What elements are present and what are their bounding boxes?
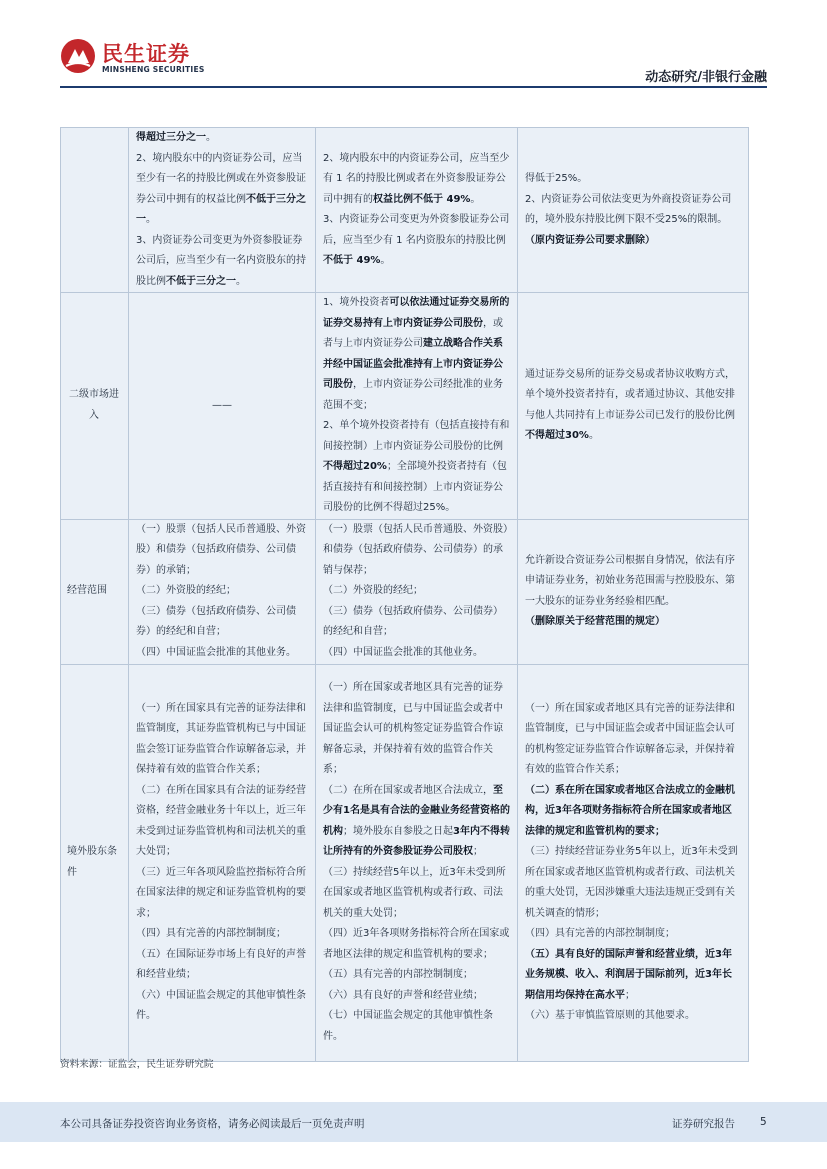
bold-text-segment: 权益比例不低于 49% (373, 193, 471, 205)
bold-text-segment: 不低于 49% (323, 255, 381, 266)
text-segment: ，上市内资证券公司经批准的业务范围不变； 2、单个境外投资者持有（包括直接持有和间接控制）上市内资证券公司股份的比例 (323, 379, 510, 452)
text-segment: ； （六）基于审慎监管原则的其他要求。 (525, 989, 695, 1021)
table-cell-col4 (518, 128, 749, 293)
text-segment: ，或者与上市内资证券公司 (323, 317, 503, 349)
text-segment: 。 (380, 255, 391, 266)
page-footer (0, 1102, 827, 1142)
text-segment: （一）所在国家具有完善的证券法律和监管制度，其证券监管机构已与中国证监会签订证券监管合作谅解备忘录，并保持着有效的监管合作关系； （二）在所在国家具有合法的证券经营资格，经营金融业务十年以上，近三年未受到过证券监管机构和司法机关的重大处罚； （三）近三年各项风险监控指标符合所在国家法律的规定和证券监管机构的要求； （四）具有完善的内部控制制度； （五）在国际证券市场上有良好的声誉和经营业绩； （六）中国证监会规定的其他审慎性条件。 (136, 702, 306, 1021)
bold-text-segment: 3年内不得转让所持有的外资参股证券公司股权 (323, 825, 510, 857)
table-cell-col4 (518, 293, 749, 520)
report-type: 动态研究/非银行金融 (645, 70, 767, 85)
bold-text-segment: （删除原关于经营范围的规定） (525, 616, 665, 627)
table-cell-col3 (316, 293, 518, 520)
text-segment: 通过证券交易所的证券交易或者协议收购方式，单个境外投资者持有，或者通过协议、其他安排与他人共同持有上市证券公司已发行的股份比例 (525, 368, 735, 421)
text-segment: 。 (236, 275, 246, 287)
footer-disclaimer: 本公司具备证券投资咨询业务资格，请务必阅读最后一页免责声明 (60, 1118, 365, 1130)
text-segment: 允许新设合资证券公司根据自身情况，依法有序申请证券业务，初始业务范围需与控股股东、第一大股东的证券业务经验相匹配。 (525, 554, 735, 607)
bold-text-segment: 至少有1名是具有合法的金融业务经营资格的机构 (323, 784, 510, 837)
table-cell-col3 (316, 664, 518, 1061)
text-segment: 1、境外投资者 (323, 297, 390, 308)
table-row (61, 293, 749, 520)
text-segment: 。 2、境内股东中的内资证券公司，应当至少有一名的持股比例或在外资参股证券公司中拥有的权益比例 (136, 132, 306, 205)
category-cell (61, 293, 129, 520)
bold-text-segment: 得超过三分之一 (136, 132, 206, 143)
category-label: 经营范围 (67, 585, 107, 597)
text-segment: （三）持续经营证券业务5年以上，近3年未受到所在国家或者地区监管机构或者行政、司法机关的重大处罚，无因涉嫌重大违法违规正受到有关机关调查的情形； （四）具有完善的内部控制制度； (525, 846, 738, 939)
text-segment: （一）所在国家或者地区具有完善的证券法律和监管制度，已与中国证监会或者中国证监会认可的机构签定证券监管合作谅解备忘录，并保持着有效的监管合作关系； （二）在所在国家或者地区合法成立， (323, 682, 503, 796)
text-segment: ；全部境外投资者持有（包括直接持有和间接控制）上市内资证券公司股份的比例不得超过25%。 (323, 461, 507, 513)
bold-text-segment: 可以依法通过证券交易所的证券交易持有上市内资证券公司股份 (323, 297, 510, 329)
category-label: 二级市场进入 (69, 389, 119, 421)
bold-text-segment: 不低于三分之一 (136, 193, 306, 225)
table-cell-col3 (316, 519, 518, 664)
text-segment: 得低于25%。 2、内资证券公司依法变更为外商投资证券公司的，境外股东持股比例下限不受25%的限制。 (525, 173, 732, 225)
text-segment: 。 3、内资证券公司变更为外资参股证券公司后，应当至少有 1 名内资股东的持股比例 (323, 193, 510, 246)
text-segment: ； （三）持续经营5年以上，近3年未受到所在国家或者地区监管机构或者行政、司法机关的重大处罚； （四）近3年各项财务指标符合所在国家或者地区法律的规定和监管机构的要求； （五）具有完善的内部控制制度； （六）具有良好的声誉和经营业绩； （七）中国证监会规定的其他审慎性条件。 (323, 846, 510, 1042)
logo-chinese-name: 民生证券 (102, 42, 190, 66)
category-cell (61, 664, 129, 1061)
bold-text-segment: （二）系在所在国家或者地区合法成立的金融机构，近3年各项财务指标符合所在国家或者地区法律的规定和监管机构的要求； (525, 784, 735, 837)
category-cell (61, 519, 129, 664)
text-segment: （一）所在国家或者地区具有完善的证券法律和监管制度，已与中国证监会或者中国证监会认可的机构签定证券监管合作谅解备忘录，并保持着有效的监管合作关系； (525, 702, 735, 775)
table-cell-col2 (129, 664, 316, 1061)
table-row (61, 128, 749, 293)
logo (60, 38, 230, 78)
text-segment: （一）股票（包括人民币普通股、外资股）和债券（包括政府债券、公司债券）的承销； （二）外资股的经纪； （三）债券（包括政府债券、公司债券）的经纪和自营； （四）中国证监会批准的其他业务。 (136, 523, 306, 658)
logo-english-name: MINSHENG SECURITIES (102, 65, 205, 74)
bold-text-segment: （五）具有良好的国际声誉和经营业绩，近3年业务规模、收入、利润居于国际前列，近3年长期信用均保持在高水平 (525, 948, 732, 1001)
header-divider (60, 86, 767, 88)
table-cell-col2 (129, 293, 316, 520)
table-row (61, 519, 749, 664)
minsheng-logo-icon (60, 38, 96, 74)
category-cell (61, 128, 129, 293)
table-row (61, 664, 749, 1061)
bold-text-segment: 建立战略合作关系并经中国证监会批准持有上市内资证券公司股份 (323, 338, 503, 390)
bold-text-segment: 不得超过30% (525, 430, 589, 442)
table-cell-col3 (316, 128, 518, 293)
table-cell-col2 (129, 519, 316, 664)
table-cell-col2 (129, 128, 316, 293)
source-note: 资料来源：证监会，民生证券研究院 (60, 1059, 214, 1070)
table-cell-col4 (518, 664, 749, 1061)
table-cell-col4 (518, 519, 749, 664)
bold-text-segment: 不得超过20% (323, 461, 387, 472)
text-segment: （一）股票（包括人民币普通股、外资股）和债券（包括政府债券、公司债券）的承销与保荐； （二）外资股的经纪； （三）债券（包括政府债券、公司债券）的经纪和自营； （四）中国证监会批准的其他业务。 (323, 523, 508, 658)
text-segment: 2、境内股东中的内资证券公司，应当至少有 1 名的持股比例或者在外资参股证券公司中拥有的 (323, 152, 510, 205)
comparison-table (60, 127, 749, 1062)
text-segment: —— (212, 399, 232, 411)
category-label: 境外股东条件 (67, 846, 117, 878)
page-number: 5 (760, 1116, 767, 1128)
page-header (0, 0, 827, 92)
text-segment: ；境外股东自参股之日起 (343, 825, 453, 837)
text-segment: 。 (588, 430, 599, 442)
text-segment: 。 3、内资证券公司变更为外资参股证券公司后，应当至少有一名内资股东的持股比例 (136, 214, 306, 287)
bold-text-segment: （原内资证券公司要求删除） (525, 234, 655, 246)
footer-report-label: 证券研究报告 (672, 1118, 735, 1130)
bold-text-segment: 不低于三分之一 (166, 275, 236, 287)
